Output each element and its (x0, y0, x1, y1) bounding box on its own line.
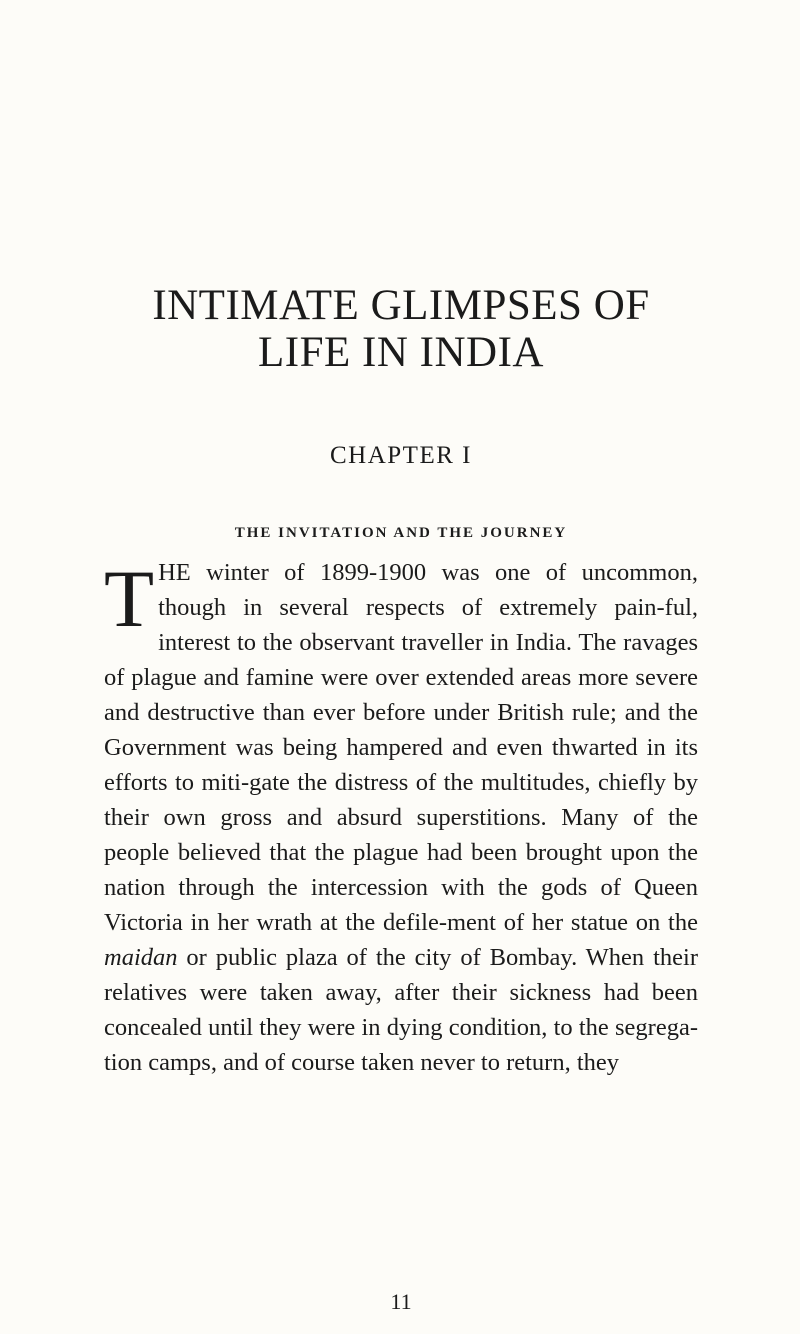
italic-word-maidan: maidan (104, 944, 178, 971)
drop-cap: T (104, 553, 155, 644)
book-title-line-2: LIFE IN INDIA (258, 329, 544, 376)
chapter-body-paragraph (104, 555, 698, 1080)
book-page (104, 0, 698, 1334)
paragraph-text-part-1: HE winter of 1899-1900 was one of uncommon, though in several respects of extremely pain-ful, interest to the observant traveller in India. The ravages of plague and famine were over extended areas more severe and destructive than ever before under British rule; and the Government was being hampered and even thwarted in its efforts to miti-gate the distress of the multitudes, chiefly by their own gross and absurd superstitions. Many of the people believed that the plague had been brought upon the nation through the intercession with the gods of Queen Victoria in her wrath at the defile-ment of her statue on the (104, 559, 698, 936)
book-title (104, 282, 698, 376)
paragraph-text-part-2: or public plaza of the city of Bombay. When their relatives were taken away, after their sickness had been concealed until they were in dying condition, to the segrega-tion camps, and of course taken never to return, they (104, 944, 698, 1076)
book-title-line-1: INTIMATE GLIMPSES OF (152, 282, 650, 329)
chapter-title: THE INVITATION AND THE JOURNEY (234, 525, 568, 541)
page-number: 11 (390, 1289, 412, 1314)
chapter-number: CHAPTER I (330, 442, 472, 469)
